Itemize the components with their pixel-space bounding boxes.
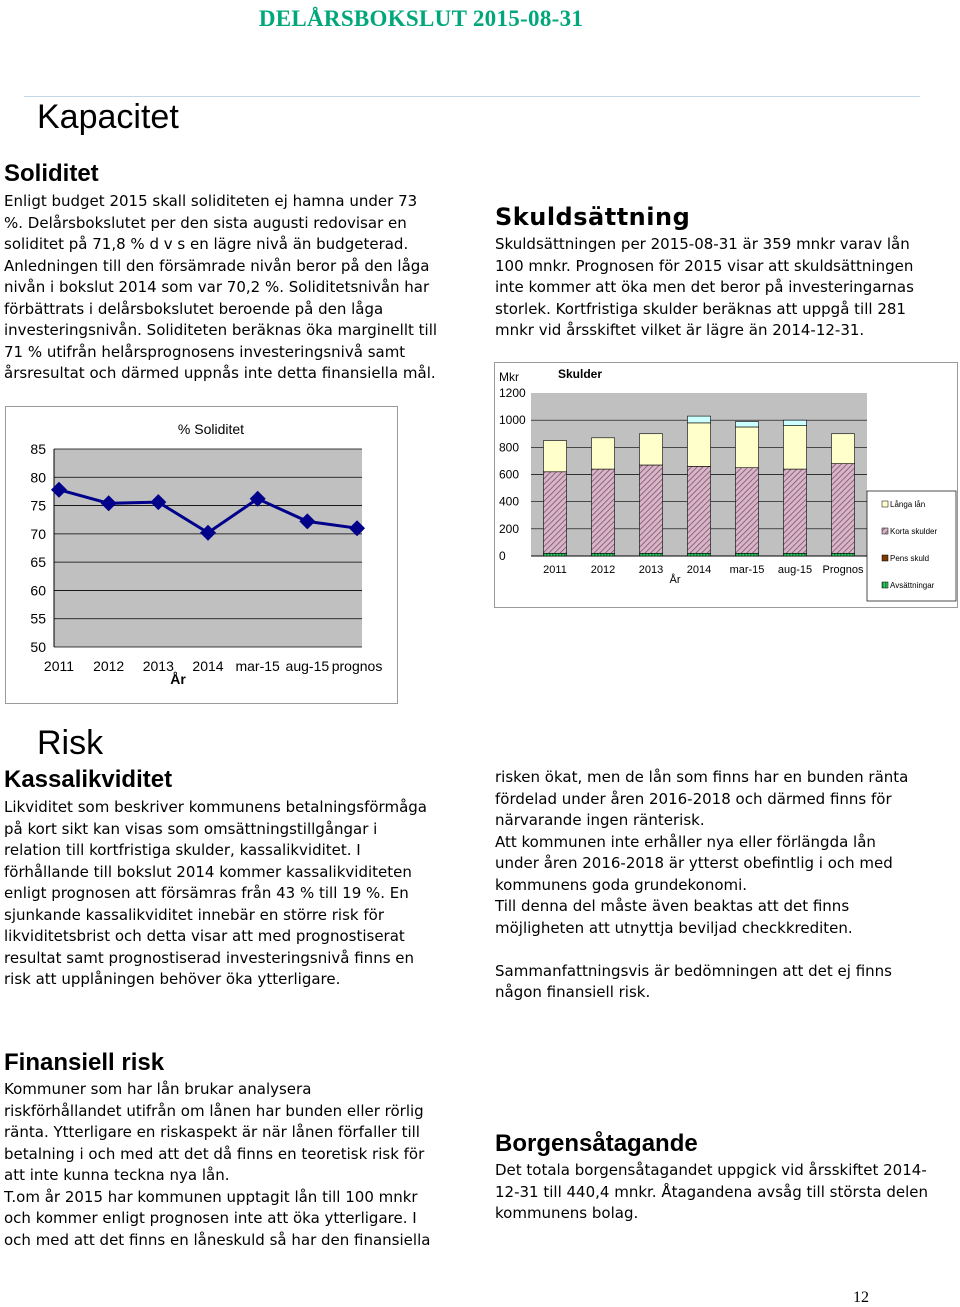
text-line: %. Delårsbokslutet per den sista augusti redovisar en: [4, 213, 407, 232]
y-tick-label: 1200: [499, 386, 526, 400]
bar-segment: [543, 441, 566, 472]
text-line: och med att det finns en låneskuld så har den finansiella: [4, 1230, 431, 1249]
header-divider: [24, 96, 920, 97]
bar-segment: [783, 553, 806, 556]
y-tick-label: 55: [30, 610, 46, 627]
x-tick-label: 2011: [43, 658, 75, 674]
y-tick-label: 200: [499, 521, 520, 536]
chart-title: % Soliditet: [177, 421, 245, 437]
bar-segment: [543, 472, 566, 554]
document-header: DELÅRSBOKSLUT 2015-08-31: [258, 6, 584, 31]
skuldsattning-text: [495, 234, 955, 342]
text-line: relation till kortfristiga skulder, kassalikviditet. I: [4, 841, 361, 859]
text-line: på kort sikt kan visas som omsättningstillgångar i: [4, 819, 378, 838]
heading-kassalikviditet: Kassalikviditet: [4, 766, 173, 793]
bar-segment: [687, 553, 710, 556]
heading-borgensatagande: Borgensåtagande: [495, 1130, 698, 1157]
text-line: enligt prognosen att försämras från 43 % till 19 %. En: [4, 884, 409, 902]
legend-label: Avsättningar: [890, 581, 935, 590]
page-number: 12: [853, 1289, 869, 1306]
borgensatagande-text: [495, 1160, 955, 1225]
text-line: ränta. Ytterligare en riskaspekt är när lånen förfaller till: [4, 1123, 420, 1141]
y-tick-label: 60: [30, 582, 46, 599]
bar-segment: [831, 464, 854, 554]
text-line: betalning i och med att det då finns en teoretisk risk för: [4, 1144, 425, 1163]
x-tick-label: 2014: [192, 658, 224, 674]
y-tick-label: 400: [499, 494, 520, 509]
x-tick-label: 2013: [638, 564, 664, 576]
text-line: Att kommunen inte erhåller nya eller förlängda lån: [495, 832, 876, 851]
x-axis-title: År: [669, 574, 681, 586]
text-line: kommunens bolag.: [495, 1204, 639, 1222]
finansiell-risk-text: [4, 1079, 474, 1251]
text-line: risken ökat, men de lån som finns har en bunden ränta: [495, 768, 909, 786]
text-line: sjunkande kassalikviditet innebär en större risk för: [4, 905, 384, 924]
legend-swatch: [882, 582, 888, 588]
text-line: investeringsnivån. Soliditeten beräknas öka marginellt till: [4, 321, 438, 339]
x-tick-label: 2013: [142, 658, 174, 674]
bar-segment: [591, 438, 614, 469]
text-line: 12-31 till 440,4 mnkr. Åtagandena avsåg till största delen: [495, 1182, 928, 1201]
y-axis-title: Mkr: [499, 370, 519, 384]
kassalikviditet-text: [4, 797, 474, 991]
soliditet-text: [4, 191, 474, 385]
y-tick-label: 80: [30, 469, 46, 486]
text-line: fördelad under åren 2016-2018 och därmed finns för: [495, 789, 892, 808]
bar-segment: [639, 434, 662, 465]
text-line: riskförhållandet utifrån om lånen har bunden eller rörlig: [4, 1101, 424, 1120]
text-line: Anledningen till den försämrade nivån beror på den låga: [4, 256, 430, 275]
bar-segment: [639, 465, 662, 553]
y-tick-label: 600: [499, 467, 520, 482]
text-line: mnkr vid årsskiftet vilket är lägre än 2014-12-31.: [495, 321, 865, 339]
text-line: storlek. Kortfristiga skulder beräknas att uppgå till 281: [495, 299, 906, 318]
y-tick-label: 1000: [499, 413, 526, 428]
text-line: Kommuner som har lån brukar analysera: [4, 1080, 312, 1098]
y-tick-label: 65: [30, 554, 46, 571]
x-tick-label: Prognos: [822, 564, 864, 576]
heading-finansiell-risk: Finansiell risk: [4, 1049, 165, 1076]
text-line: [495, 939, 955, 961]
x-tick-label: 2011: [543, 564, 567, 576]
text-line: Det totala borgensåtagandet uppgick vid årsskiftet 2014-: [495, 1161, 927, 1179]
x-axis-title: År: [170, 671, 186, 687]
text-line: möjligheten att utnyttja beviljad checkkrediten.: [495, 918, 853, 937]
bar-segment: [783, 469, 806, 553]
y-tick-label: 85: [30, 441, 46, 457]
y-tick-label: 800: [499, 440, 520, 455]
section-title-risk: Risk: [37, 724, 104, 762]
text-line: nivån i bokslut 2014 som var 70,2 %. Soliditetsnivån har: [4, 278, 430, 296]
text-line: 71 % utifrån helårsprognosens investeringsnivå samt: [4, 342, 406, 361]
text-line: likviditetsbrist och detta visar att med prognostiserat: [4, 927, 405, 945]
bar-segment: [831, 553, 854, 556]
text-line: Sammanfattningsvis är bedömningen att det ej finns: [495, 961, 892, 980]
text-line: kommunens goda grundekonomi.: [495, 875, 748, 894]
chart-title: Skulder: [558, 367, 603, 381]
x-tick-label: aug-15: [777, 564, 813, 576]
text-line: någon finansiell risk.: [495, 983, 651, 1001]
bar-segment: [735, 468, 758, 554]
x-tick-label: aug-15: [285, 658, 330, 674]
bar-segment: [831, 434, 854, 464]
text-line: Enligt budget 2015 skall soliditeten ej hamna under 73: [4, 192, 418, 210]
soliditet-chart-frame: [5, 406, 398, 704]
legend-swatch: [882, 501, 888, 507]
y-tick-label: 50: [30, 639, 46, 655]
bar-segment: [639, 553, 662, 556]
text-line: årsresultat och därmed uppnås inte detta finansiella mål.: [4, 364, 436, 382]
bar-segment: [687, 466, 710, 553]
x-tick-label: 2014: [686, 564, 712, 576]
bar-segment: [783, 420, 806, 425]
text-line: Likviditet som beskriver kommunens betalningsförmåga: [4, 798, 427, 816]
y-tick-label: 75: [30, 497, 46, 514]
text-line: 100 mnkr. Prognosen för 2015 visar att skuldsättningen: [495, 256, 914, 275]
y-tick-label: 0: [499, 549, 506, 563]
legend-label: Långa lån: [890, 500, 926, 509]
x-tick-label: mar-15: [235, 658, 280, 674]
text-line: under åren 2016-2018 är ytterst obefintlig i och med: [495, 854, 893, 872]
text-line: soliditet på 71,8 % d v s en lägre nivå än budgeterad.: [4, 235, 409, 253]
bar-segment: [783, 426, 806, 469]
bar-segment: [735, 422, 758, 427]
text-line: förhållande till bokslut 2014 kommer kassalikviditeten: [4, 862, 412, 881]
bar-segment: [687, 423, 710, 466]
text-line: inte kommer att öka men det beror på investeringarnas: [495, 278, 914, 296]
bar-segment: [735, 427, 758, 468]
section-title-kapacitet: Kapacitet: [37, 98, 179, 136]
bar-segment: [543, 553, 566, 556]
heading-skuldsattning: Skuldsättning: [495, 203, 691, 231]
skulder-chart-frame: [494, 362, 958, 608]
x-tick-label: prognos: [331, 658, 383, 674]
x-tick-label: mar-15: [729, 564, 765, 576]
text-line: risk att upplåningen behöver öka ytterligare.: [4, 970, 341, 988]
legend-swatch: [882, 555, 888, 561]
text-line: och kommer enligt prognosen inte att öka ytterligare. I: [4, 1209, 417, 1227]
text-line: förbättrats i delårsbokslutet beroende på den låga: [4, 299, 384, 318]
legend-swatch: [882, 528, 888, 534]
soliditet-line-chart: [6, 407, 397, 703]
text-line: närvarande ingen ränterisk.: [495, 811, 705, 829]
bar-segment: [735, 553, 758, 556]
text-line: Till denna del måste även beaktas att det finns: [495, 897, 850, 915]
bar-segment: [591, 553, 614, 556]
text-line: resultat samt prognostiserad investeringsnivå finns en: [4, 948, 415, 967]
risk-continued-text: [495, 767, 955, 1004]
legend-label: Korta skulder: [890, 527, 938, 536]
heading-soliditet: Soliditet: [4, 160, 99, 187]
skulder-bar-chart: [495, 363, 957, 607]
x-tick-label: 2012: [590, 564, 616, 576]
legend-label: Pens skuld: [890, 554, 930, 563]
plot-area: [54, 449, 362, 647]
y-tick-label: 70: [30, 525, 46, 542]
bar-segment: [591, 469, 614, 553]
text-line: Skuldsättningen per 2015-08-31 är 359 mnkr varav lån: [495, 235, 910, 253]
x-tick-label: 2012: [93, 658, 125, 674]
bar-segment: [687, 416, 710, 423]
text-line: T.om år 2015 har kommunen upptagit lån till 100 mnkr: [4, 1187, 418, 1206]
text-line: att inte kunna teckna nya lån.: [4, 1166, 230, 1184]
